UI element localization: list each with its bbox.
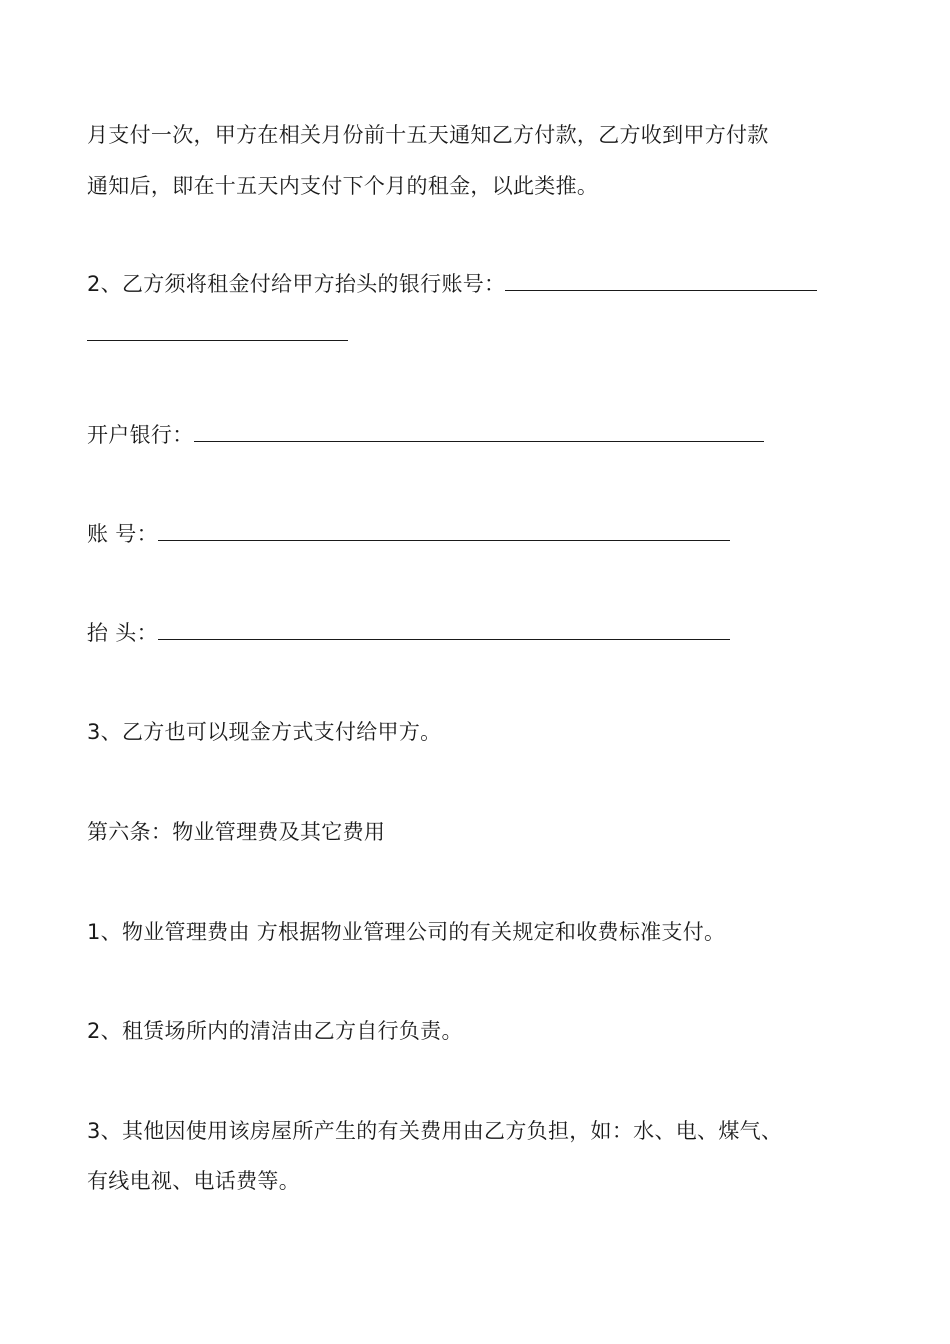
payment-clause-line-1: 月支付一次，甲方在相关月份前十五天通知乙方付款，乙方收到甲方付款 (87, 123, 769, 147)
cash-payment-clause: 3、乙方也可以现金方式支付给甲方。 (87, 720, 442, 744)
account-number-label: 账 号： (87, 522, 158, 546)
bank-name-field (87, 421, 764, 449)
article-6-title: 第六条：物业管理费及其它费用 (87, 820, 386, 844)
payee-label: 抬 头： (87, 621, 158, 645)
bank-account-blank-line (505, 270, 817, 291)
payee-field (87, 619, 730, 647)
article-6-item-3-line-2: 有线电视、电话费等。 (87, 1169, 300, 1193)
bank-account-blank-continuation (87, 320, 348, 348)
payment-clause-line-2: 通知后，即在十五天内支付下个月的租金，以此类推。 (87, 174, 599, 198)
article-6-item-1: 1、物业管理费由 方根据物业管理公司的有关规定和收费标准支付。 (87, 920, 726, 944)
account-number-blank-line (158, 520, 730, 541)
bank-name-label: 开户银行： (87, 423, 194, 447)
bank-account-clause-label: 2、乙方须将租金付给甲方抬头的银行账号： (87, 272, 506, 296)
bank-account-blank-line-2 (87, 320, 348, 341)
bank-account-clause (87, 270, 817, 298)
bank-name-blank-line (194, 421, 764, 442)
article-6-item-2: 2、租赁场所内的清洁由乙方自行负责。 (87, 1019, 463, 1043)
account-number-field (87, 520, 730, 548)
payee-blank-line (158, 619, 730, 640)
article-6-item-3-line-1: 3、其他因使用该房屋所产生的有关费用由乙方负担，如：水、电、煤气、 (87, 1119, 783, 1143)
